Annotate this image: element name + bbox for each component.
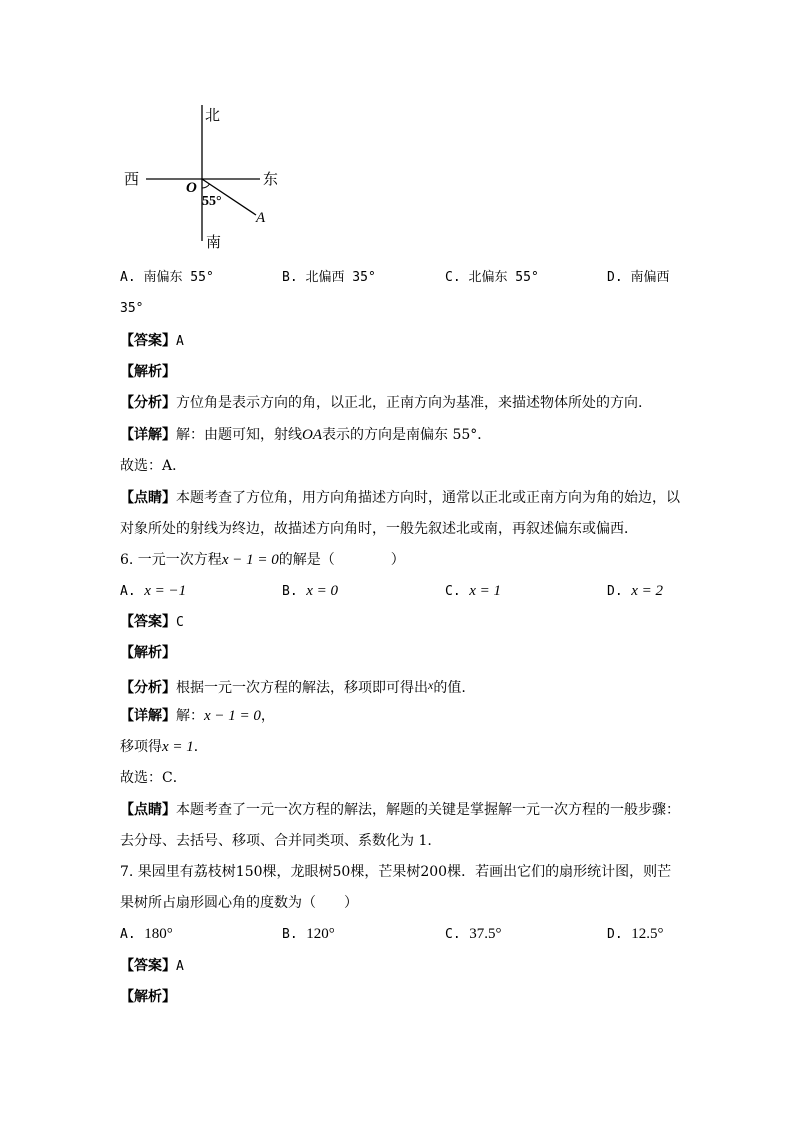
q7-option-d-label: D. — [607, 927, 623, 942]
q6-option-b-value: x = 0 — [306, 583, 339, 599]
analysis-tag: 【解析】 — [120, 364, 176, 380]
q6-stem-pre: 6. 一元一次方程 — [120, 552, 222, 568]
angle-label: 55° — [202, 194, 222, 209]
q6-fenxi — [120, 675, 466, 698]
q7-option-b-value: 120° — [306, 926, 335, 942]
angle-arc — [202, 184, 210, 188]
origin-label: O — [186, 180, 197, 196]
q5-analysis-heading — [120, 362, 176, 382]
q7-option-a — [120, 924, 173, 945]
yixiang-eq: x = 1 — [162, 739, 194, 755]
fenxi-pre: 根据一元一次方程的解法，移项即可得出 — [176, 680, 428, 696]
q7-answer — [120, 956, 184, 977]
q6-option-b — [282, 581, 338, 602]
answer-value: A — [176, 334, 184, 349]
q6-option-c — [445, 581, 501, 602]
xiangjie-post: ， — [260, 708, 275, 724]
xiangjie-ray: OA — [302, 427, 322, 443]
q6-option-d-value: x = 2 — [631, 583, 664, 599]
q7-option-b-label: B. — [282, 927, 298, 942]
xiangjie-tag: 【详解】 — [120, 708, 176, 724]
analysis-tag: 【解析】 — [120, 645, 176, 661]
south-label: 南 — [206, 233, 222, 251]
q7-option-d-value: 12.5° — [631, 926, 664, 942]
q6-guxuan: 故选：C． — [120, 770, 187, 786]
q7-stem-2: 果树所占扇形圆心角的度数为（ ） — [120, 895, 358, 911]
answer-tag: 【答案】 — [120, 958, 176, 974]
q7-option-a-value: 180° — [144, 926, 173, 942]
q5-option-a: A. 南偏东 55° — [120, 270, 214, 285]
q5-xiangjie — [120, 425, 491, 445]
q5-fenxi — [120, 393, 642, 413]
fenxi-tag: 【分析】 — [120, 680, 176, 696]
q5-dianjing-1 — [120, 488, 680, 508]
fenxi-post: 的值. — [433, 680, 466, 696]
answer-tag: 【答案】 — [120, 614, 176, 630]
q6-dianjing-1 — [120, 800, 680, 820]
q6-option-a-value: x = −1 — [144, 583, 187, 599]
fenxi-tag: 【分析】 — [120, 395, 176, 411]
q6-stem-eq: x − 1 = 0 — [221, 552, 279, 568]
q5-option-d-cont: 35° — [120, 301, 144, 316]
q7-option-c-label: C. — [445, 927, 461, 942]
q5-option-c: C. 北偏东 55° — [445, 270, 539, 285]
q6-analysis-heading — [120, 643, 176, 663]
xiangjie-eq: x − 1 = 0 — [204, 708, 261, 724]
q7-analysis-heading — [120, 987, 176, 1007]
dianjing-text-1: 本题考查了一元一次方程的解法，解题的关键是掌握解一元一次方程的一般步骤： — [176, 802, 680, 818]
q6-answer — [120, 612, 184, 633]
yixiang-pre: 移项得 — [120, 739, 162, 755]
xiangjie-tag: 【详解】 — [120, 427, 176, 443]
q5-answer — [120, 331, 184, 352]
xiangjie-pre: 解： — [176, 708, 204, 724]
q6-xiangjie — [120, 706, 275, 726]
q6-yixiang — [120, 737, 208, 757]
dianjing-tag: 【点睛】 — [120, 490, 176, 506]
xiangjie-post: 表示的方向是南偏东 55°． — [322, 427, 492, 443]
q7-option-d — [607, 924, 664, 945]
dianjing-text-1: 本题考查了方位角，用方向角描述方向时，通常以正北或正南方向为角的始边，以 — [176, 490, 680, 506]
answer-value: A — [176, 959, 184, 974]
answer-tag: 【答案】 — [120, 333, 176, 349]
q6-stem-post: 的解是（ ） — [278, 552, 405, 568]
q7-option-c — [445, 924, 502, 945]
east-label: 东 — [263, 170, 279, 188]
q7-option-b — [282, 924, 335, 945]
yixiang-post: ． — [193, 739, 208, 755]
q7-option-a-label: A. — [120, 927, 136, 942]
q6-option-b-label: B. — [282, 584, 298, 599]
q5-dianjing-2: 对象所处的射线为终边，故描述方向角时，一般先叙述北或南，再叙述偏东或偏西． — [120, 521, 638, 537]
q6-stem — [120, 550, 405, 570]
q7-stem-1: 7. 果园里有荔枝树150棵，龙眼树50棵，芒果树200棵．若画出它们的扇形统计图，则芒 — [120, 864, 672, 880]
q6-option-d-label: D. — [607, 584, 623, 599]
q7-option-c-value: 37.5° — [469, 926, 502, 942]
analysis-tag: 【解析】 — [120, 989, 176, 1005]
fenxi-var: x — [428, 678, 434, 692]
north-label: 北 — [205, 106, 221, 124]
q6-option-a — [120, 581, 186, 602]
answer-value: C — [176, 615, 184, 630]
q6-option-a-label: A. — [120, 584, 136, 599]
q6-option-c-label: C. — [445, 584, 461, 599]
xiangjie-pre: 解：由题可知，射线 — [176, 427, 302, 443]
direction-diagram — [120, 100, 300, 260]
west-label: 西 — [124, 170, 140, 188]
fenxi-text: 方位角是表示方向的角，以正北，正南方向为基准，来描述物体所处的方向. — [176, 395, 643, 411]
q5-option-b: B. 北偏西 35° — [282, 270, 376, 285]
q5-guxuan: 故选：A． — [120, 458, 187, 474]
q6-option-d — [607, 581, 663, 602]
q6-option-c-value: x = 1 — [469, 583, 502, 599]
q6-dianjing-2: 去分母、去括号、移项、合并同类项、系数化为 1. — [120, 833, 432, 849]
q5-option-d: D. 南偏西 — [607, 270, 670, 285]
dianjing-tag: 【点睛】 — [120, 802, 176, 818]
point-a-label: A — [256, 210, 266, 226]
